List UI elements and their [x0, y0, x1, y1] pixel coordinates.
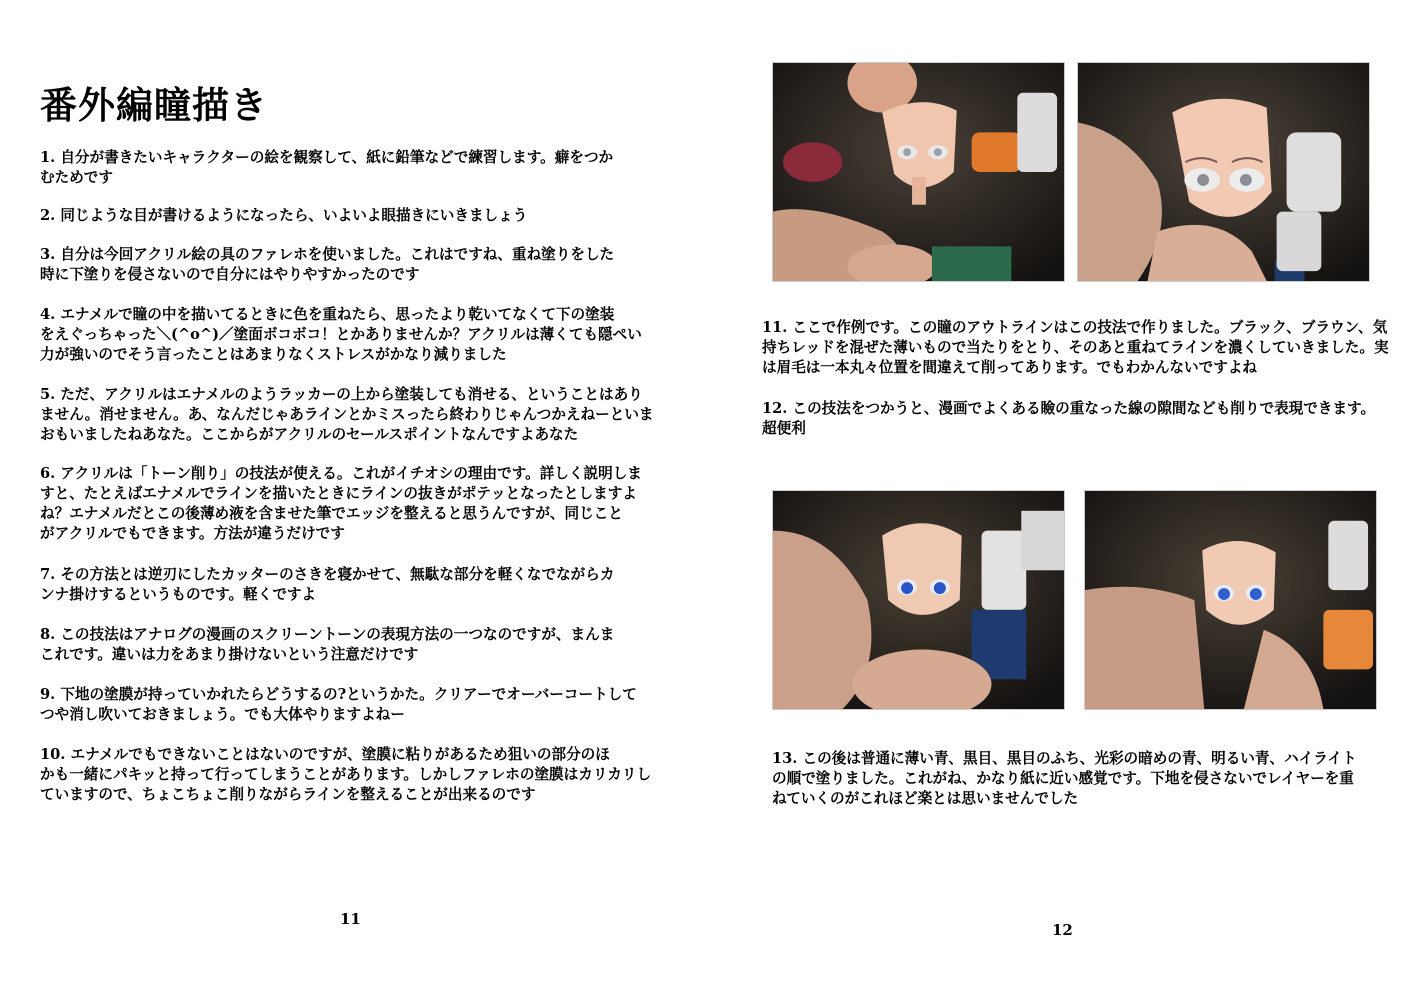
paragraph-line: 9. 下地の塗膜が持っていかれたらどうするの?というかた。クリアーでオーバーコートして — [40, 686, 637, 703]
paragraph-line: 力が強いのでそう言ったことはあまりなくストレスがかなり減りました — [40, 346, 507, 363]
page-number: 11 — [340, 910, 361, 928]
paragraph-line: は眉毛は一本丸々位置を間違えて削ってあります。でもわかんないですよね — [762, 359, 1258, 376]
paragraph-line: これです。違いは力をあまり掛けないという注意だけです — [40, 646, 419, 663]
right-page — [700, 0, 1404, 992]
paragraph-line: おもいましたねあなた。ここからがアクリルのセールスポイントなんですよあなた — [40, 426, 579, 443]
photo-doll-head-4 — [1084, 490, 1377, 710]
paragraph-line: むためです — [40, 169, 113, 186]
photo-doll-head-1 — [772, 62, 1065, 282]
paragraph-line: がアクリルでもできます。方法が違うだけです — [40, 525, 345, 542]
paragraph-2 — [40, 206, 527, 226]
paragraph-line: 6. アクリルは「トーン削り」の技法が使える。これがイチオシの理由です。詳しく説明しま — [40, 465, 642, 482]
paragraph-line: の順で塗りました。これがね、かなり紙に近い感覚です。下地を侵さないでレイヤーを重 — [772, 770, 1354, 787]
paragraph-3 — [40, 245, 614, 285]
paragraph-line: つや消し吹いておきましょう。でも大体やりますよねー — [40, 706, 405, 723]
paragraph-line: ません。消せません。あ、なんだじゃあラインとかミスったら終わりじゃんつかえねーといま — [40, 406, 654, 423]
paragraph-line: 超便利 — [762, 420, 806, 437]
photo-doll-head-2 — [1077, 62, 1370, 282]
paragraph-12 — [762, 399, 1375, 439]
paragraph-line: 13. この後は普通に薄い青、黒目、黒目のふち、光彩の暗めの青、明るい青、ハイライト — [772, 750, 1357, 767]
paragraph-1 — [40, 148, 613, 188]
paragraph-7 — [40, 565, 614, 605]
paragraph-line: 持ちレッドを混ぜた薄いもので当たりをとり、そのあと重ねてラインを濃くしていきました。実 — [762, 339, 1389, 356]
photo-image — [773, 63, 1064, 281]
photo-image — [1078, 63, 1369, 281]
photo-image — [773, 491, 1064, 709]
paragraph-line: かも一緒にパキッと持って行ってしまうことがあります。しかしファレホの塗膜はカリカリし — [40, 766, 652, 783]
photo-image — [1085, 491, 1376, 709]
paragraph-line: 1. 自分が書きたいキャラクターの絵を観察して、紙に鉛筆などで練習します。癖をつか — [40, 149, 614, 166]
paragraph-10 — [40, 745, 651, 805]
paragraph-line: 10. エナメルでもできないことはないのですが、塗膜に粘りがあるため狙いの部分のほ — [40, 746, 610, 763]
paragraph-line: 3. 自分は今回アクリル絵の具のファレホを使いました。これはですね、重ね塗りをした — [40, 246, 615, 263]
paragraph-13 — [772, 749, 1357, 809]
paragraph-line: 11. ここで作例です。この瞳のアウトラインはこの技法で作りました。ブラック、ブラウン、気 — [762, 319, 1388, 336]
paragraph-line: 8. この技法はアナログの漫画のスクリーントーンの表現方法の一つなのですが、まんま — [40, 626, 615, 643]
paragraph-line: すと、たとえばエナメルでラインを描いたときにラインの抜きがポテッとなったとしますよ — [40, 485, 637, 502]
paragraph-11 — [762, 318, 1389, 378]
paragraph-line: ていますので、ちょこちょこ削りながらラインを整えることが出来るのです — [40, 786, 536, 803]
paragraph-line: をえぐっちゃった＼(^o^)／塗面ボコボコ！とかありませんか？アクリルは薄くても隠ぺい — [40, 326, 642, 343]
paragraph-line: 4. エナメルで瞳の中を描いてるときに色を重ねたら、思ったより乾いてなくて下の塗装 — [40, 306, 615, 323]
page-number: 12 — [1052, 921, 1073, 939]
paragraph-line: 時に下塗りを侵さないので自分にはやりやすかったのです — [40, 266, 420, 283]
paragraph-line: 12. この技法をつかうと、漫画でよくある瞼の重なった線の隙間なども削りで表現できます。 — [762, 400, 1376, 417]
paragraph-8 — [40, 625, 614, 665]
paragraph-line: ンナ掛けするというものです。軽くですよ — [40, 586, 317, 603]
paragraph-5 — [40, 385, 654, 445]
paragraph-line: 7. その方法とは逆刃にしたカッターのさきを寝かせて、無駄な部分を軽くなでながらカ — [40, 566, 615, 583]
paragraph-line: ねていくのがこれほど楽とは思いませんでした — [772, 790, 1079, 807]
paragraph-6 — [40, 464, 642, 544]
paragraph-line: 2. 同じような目が書けるようになったら、いよいよ眼描きにいきましょう — [40, 207, 528, 224]
paragraph-9 — [40, 685, 637, 725]
page-title: 番外編瞳描き — [40, 84, 268, 127]
photo-doll-head-3 — [772, 490, 1065, 710]
paragraph-4 — [40, 305, 642, 365]
paragraph-line: ね？エナメルだとこの後薄め液を含ませた筆でエッジを整えると思うんですが、同じこと — [40, 505, 623, 522]
paragraph-line: 5. ただ、アクリルはエナメルのようラッカーの上から塗装しても消せる、ということはあり — [40, 386, 643, 403]
left-page — [0, 0, 700, 992]
